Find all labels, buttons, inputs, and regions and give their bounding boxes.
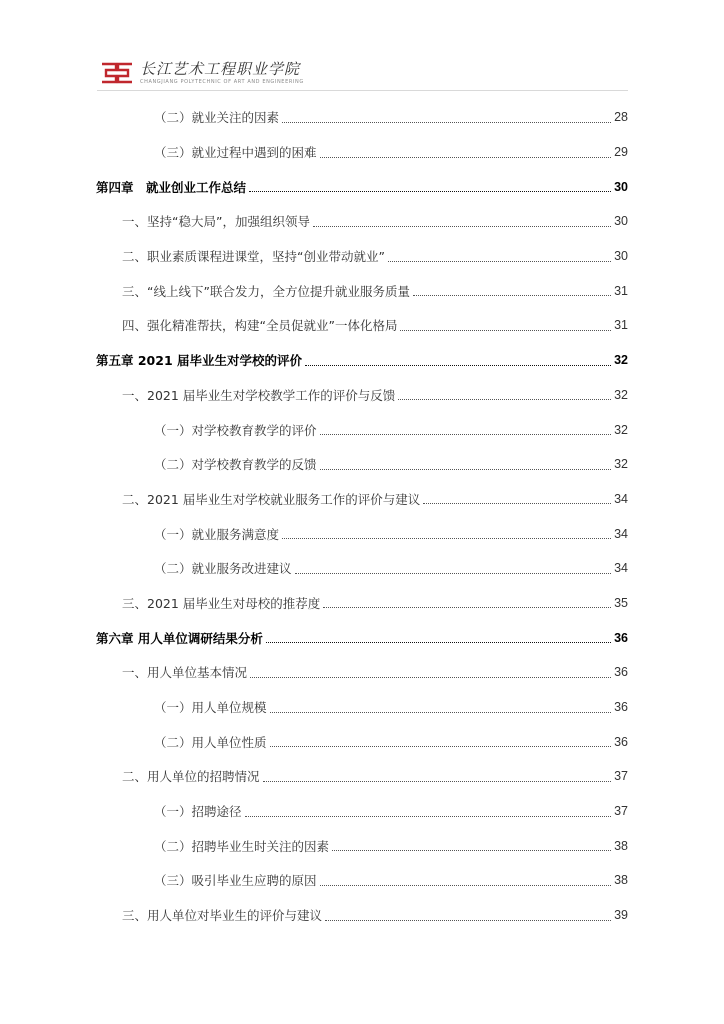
table-of-contents: [96, 100, 628, 933]
toc-entry[interactable]: [96, 759, 628, 794]
toc-leader-dots: [270, 712, 612, 713]
toc-leader-dots: [323, 607, 611, 608]
toc-leader-dots: [295, 573, 612, 574]
toc-page-number: 34: [614, 491, 628, 506]
college-name: [140, 59, 304, 85]
toc-entry-label: 二、2021 届毕业生对学校就业服务工作的评价与建议: [122, 491, 421, 507]
toc-page-number: 38: [614, 873, 628, 888]
toc-entry[interactable]: [96, 204, 628, 239]
toc-entry[interactable]: [96, 482, 628, 517]
toc-entry-label: 第四章 就业创业工作总结: [96, 179, 247, 195]
toc-page-number: 31: [614, 318, 628, 333]
toc-leader-dots: [282, 538, 611, 539]
toc-leader-dots: [413, 295, 611, 296]
toc-page-number: 36: [614, 630, 628, 645]
document-header: [100, 56, 400, 90]
toc-leader-dots: [245, 816, 612, 817]
toc-entry-label: 一、2021 届毕业生对学校教学工作的评价与反馈: [122, 387, 396, 403]
toc-leader-dots: [320, 885, 612, 886]
toc-entry[interactable]: [96, 308, 628, 343]
toc-entry-label: （二）就业服务改进建议: [154, 561, 292, 577]
toc-page-number: 37: [614, 804, 628, 819]
toc-page-number: 32: [614, 457, 628, 472]
toc-leader-dots: [313, 226, 611, 227]
toc-entry[interactable]: [96, 412, 628, 447]
toc-leader-dots: [282, 122, 611, 123]
toc-page-number: 30: [614, 249, 628, 264]
toc-entry-label: 一、用人单位基本情况: [122, 665, 248, 681]
header-divider: [97, 90, 628, 91]
toc-entry[interactable]: [96, 135, 628, 170]
toc-entry[interactable]: [96, 273, 628, 308]
college-name-en: CHANGJIANG POLYTECHNIC OF ART AND ENGINEERING: [140, 78, 304, 85]
toc-page-number: 36: [614, 734, 628, 749]
toc-chapter-entry[interactable]: [96, 620, 628, 655]
toc-entry[interactable]: [96, 516, 628, 551]
toc-entry-label: 第五章 2021 届毕业生对学校的评价: [96, 353, 302, 369]
toc-entry-label: （二）招聘毕业生时关注的因素: [154, 838, 330, 854]
toc-entry-label: （三）吸引毕业生应聘的原因: [154, 873, 317, 889]
toc-entry[interactable]: [96, 378, 628, 413]
toc-entry[interactable]: [96, 655, 628, 690]
toc-page-number: 31: [614, 283, 628, 298]
toc-leader-dots: [270, 746, 612, 747]
toc-chapter-entry[interactable]: [96, 169, 628, 204]
toc-page-number: 35: [614, 595, 628, 610]
college-logo-icon: [100, 60, 134, 86]
toc-entry[interactable]: [96, 724, 628, 759]
toc-entry[interactable]: [96, 898, 628, 933]
toc-leader-dots: [325, 920, 611, 921]
toc-entry-label: （二）就业关注的因素: [154, 110, 280, 126]
toc-page-number: 34: [614, 526, 628, 541]
toc-page-number: 37: [614, 769, 628, 784]
toc-entry[interactable]: [96, 447, 628, 482]
toc-entry[interactable]: [96, 690, 628, 725]
toc-leader-dots: [398, 399, 611, 400]
toc-entry-label: 三、2021 届毕业生对母校的推荐度: [122, 595, 321, 611]
toc-page-number: 32: [614, 353, 628, 368]
toc-page-number: 28: [614, 110, 628, 125]
toc-entry-label: （三）就业过程中遇到的困难: [154, 145, 317, 161]
toc-entry-label: （一）就业服务满意度: [154, 526, 280, 542]
toc-leader-dots: [249, 191, 611, 192]
toc-entry-label: 第六章 用人单位调研结果分析: [96, 630, 263, 646]
toc-entry[interactable]: [96, 586, 628, 621]
toc-entry-label: 四、强化精准帮扶，构建“全员促就业”一体化格局: [122, 318, 398, 334]
toc-leader-dots: [250, 677, 611, 678]
toc-page-number: 32: [614, 422, 628, 437]
toc-entry[interactable]: [96, 551, 628, 586]
toc-leader-dots: [423, 503, 611, 504]
toc-entry-label: （二）用人单位性质: [154, 734, 267, 750]
toc-page-number: 36: [614, 700, 628, 715]
toc-leader-dots: [332, 850, 611, 851]
toc-entry-label: 三、用人单位对毕业生的评价与建议: [122, 908, 323, 924]
toc-entry[interactable]: [96, 863, 628, 898]
college-name-cn: 长江艺术工程职业学院: [140, 59, 301, 78]
toc-leader-dots: [320, 469, 612, 470]
toc-page-number: 34: [614, 561, 628, 576]
toc-entry-label: （一）用人单位规模: [154, 700, 267, 716]
toc-entry[interactable]: [96, 100, 628, 135]
toc-entry[interactable]: [96, 828, 628, 863]
toc-leader-dots: [320, 434, 612, 435]
toc-entry-label: （一）对学校教育教学的评价: [154, 422, 317, 438]
toc-entry-label: （二）对学校教育教学的反馈: [154, 457, 317, 473]
toc-entry-label: 三、“线上线下”联合发力，全方位提升就业服务质量: [122, 283, 410, 299]
toc-leader-dots: [266, 642, 611, 643]
toc-entry[interactable]: [96, 794, 628, 829]
toc-page-number: 32: [614, 387, 628, 402]
toc-entry-label: （一）招聘途径: [154, 804, 242, 820]
toc-chapter-entry[interactable]: [96, 343, 628, 378]
toc-leader-dots: [263, 781, 612, 782]
toc-page-number: 30: [614, 214, 628, 229]
toc-entry-label: 二、职业素质课程进课堂，坚持“创业带动就业”: [122, 249, 385, 265]
toc-page-number: 36: [614, 665, 628, 680]
toc-entry-label: 二、用人单位的招聘情况: [122, 769, 260, 785]
toc-leader-dots: [320, 157, 612, 158]
toc-leader-dots: [388, 261, 611, 262]
toc-entry-label: 一、坚持“稳大局”，加强组织领导: [122, 214, 310, 230]
toc-page-number: 30: [614, 179, 628, 194]
toc-page-number: 39: [614, 908, 628, 923]
toc-leader-dots: [400, 330, 611, 331]
toc-page-number: 38: [614, 838, 628, 853]
toc-leader-dots: [305, 365, 611, 366]
toc-page-number: 29: [614, 145, 628, 160]
toc-entry[interactable]: [96, 239, 628, 274]
